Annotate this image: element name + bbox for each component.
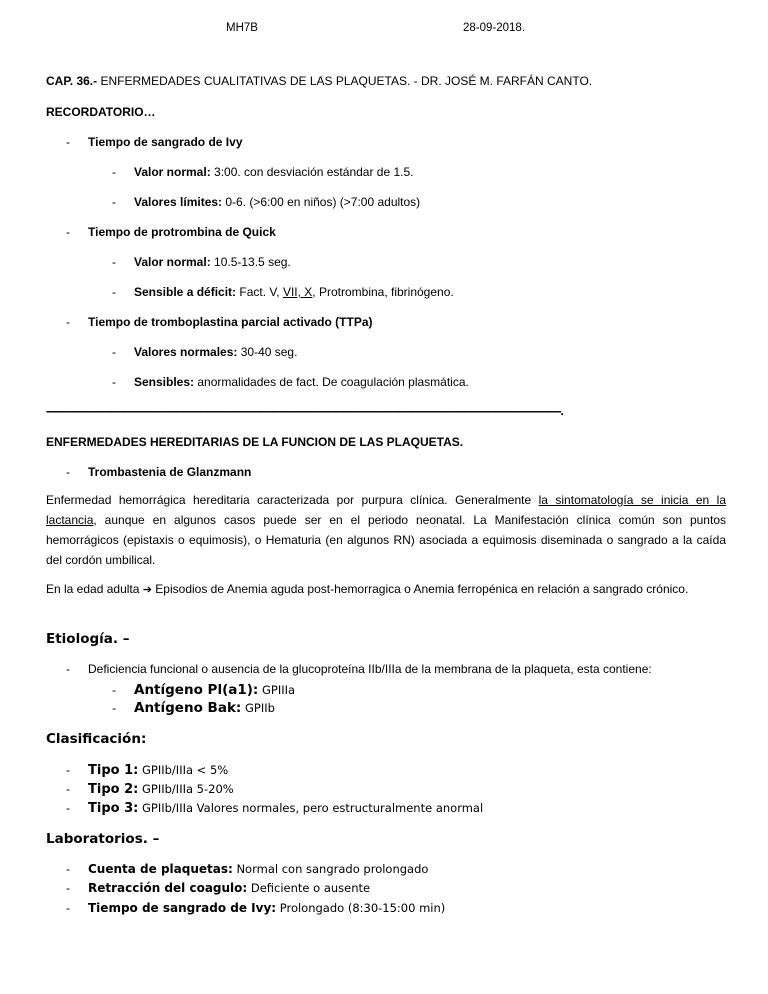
chapter-title (46, 73, 728, 89)
list-item: - Cuenta de plaquetas: Normal con sangrado prolongado (66, 862, 429, 876)
list-item: - Retracción del coagulo: Deficiente o ausente (66, 881, 371, 895)
list-item: - Trombastenia de Glanzmann (66, 465, 252, 479)
header-date: 28-09-2018. (463, 22, 526, 34)
list-item: - Antígeno Bak: GPIIb (112, 700, 275, 716)
arrow-right-icon: ➔ (142, 584, 152, 596)
clasificacion-heading: Clasificación: (46, 731, 147, 747)
list-item: - Tiempo de sangrado de Ivy: Prolongado (8:30-15:00 min) (66, 901, 446, 915)
chapter-text: ENFERMEDADES CUALITATIVAS DE LAS PLAQUETAS. - DR. JOSÉ M. FARFÁN CANTO. (97, 74, 593, 88)
list-item: - Tipo 1: GPIIb/IIIa < 5% (66, 763, 229, 778)
list-item: - Valores límites: 0-6. (>6:00 en niños) (>7:00 adultos) (112, 195, 421, 209)
recordatorio-heading: RECORDATORIO… (46, 105, 156, 119)
list-item: - Tipo 2: GPIIb/IIIa 5-20% (66, 782, 234, 797)
list-item: - Deficiencia funcional o ausencia de la glucoproteína IIb/IIIa de la membrana de la plaqueta, esta contiene: (66, 662, 652, 676)
hereditarias-heading: ENFERMEDADES HEREDITARIAS DE LA FUNCION DE LAS PLAQUETAS. (46, 435, 464, 449)
paragraph-glanzmann: Enfermedad hemorrágica hereditaria caracterizada por purpura clínica. Generalmente la sintomatología se inicia en la lactancia, aunque en algunos casos puede ser en el periodo neonatal. La Manifestación clínica común son puntos hemorrágicos (epistaxis o equimosis), o Hematuria (en algunos RN) asociada a equimosis diseminada o sangrado a la caída del cordón umbilical. (46, 493, 726, 567)
glanzmann-title: Trombastenia de Glanzmann (88, 465, 252, 479)
list-item: - Tiempo de tromboplastina parcial activado (TTPa) (66, 315, 373, 329)
ttpa-title: Tiempo de tromboplastina parcial activado (TTPa) (88, 315, 373, 329)
chapter-label: CAP. 36.- (46, 74, 98, 88)
quick-title: Tiempo de protrombina de Quick (88, 225, 276, 239)
list-item: - Valores normales: 30-40 seg. (112, 345, 298, 359)
list-item: - Tiempo de sangrado de Ivy (66, 135, 243, 149)
list-item: - Valor normal: 3:00. con desviación estándar de 1.5. (112, 165, 414, 179)
paragraph-adult: En la edad adulta ➔ Episodios de Anemia aguda post-hemorragica o Anemia ferropénica en relación a sangrado crónico. (46, 580, 726, 599)
list-item: - Sensible a déficit: Fact. V, VII, X, Protrombina, fibrinógeno. (112, 285, 454, 299)
list-item: - Sensibles: anormalidades de fact. De coagulación plasmática. (112, 375, 469, 389)
separator-line: ----------------------------------------------------------------------------------------------------------------------------------------------------------------------------------------. (46, 404, 563, 418)
etiologia-heading: Etiología. – (46, 631, 130, 647)
list-item: - Tiempo de protrombina de Quick (66, 225, 276, 239)
laboratorios-heading: Laboratorios. – (46, 831, 160, 847)
list-item: - Tipo 3: GPIIb/IIIa Valores normales, pero estructuralmente anormal (66, 801, 484, 816)
ivy-title: Tiempo de sangrado de Ivy (88, 135, 243, 149)
list-item: - Valor normal: 10.5-13.5 seg. (112, 255, 291, 269)
list-item: - Antígeno Pl(a1): GPIIIa (112, 682, 296, 698)
header-code: MH7B (226, 22, 258, 34)
